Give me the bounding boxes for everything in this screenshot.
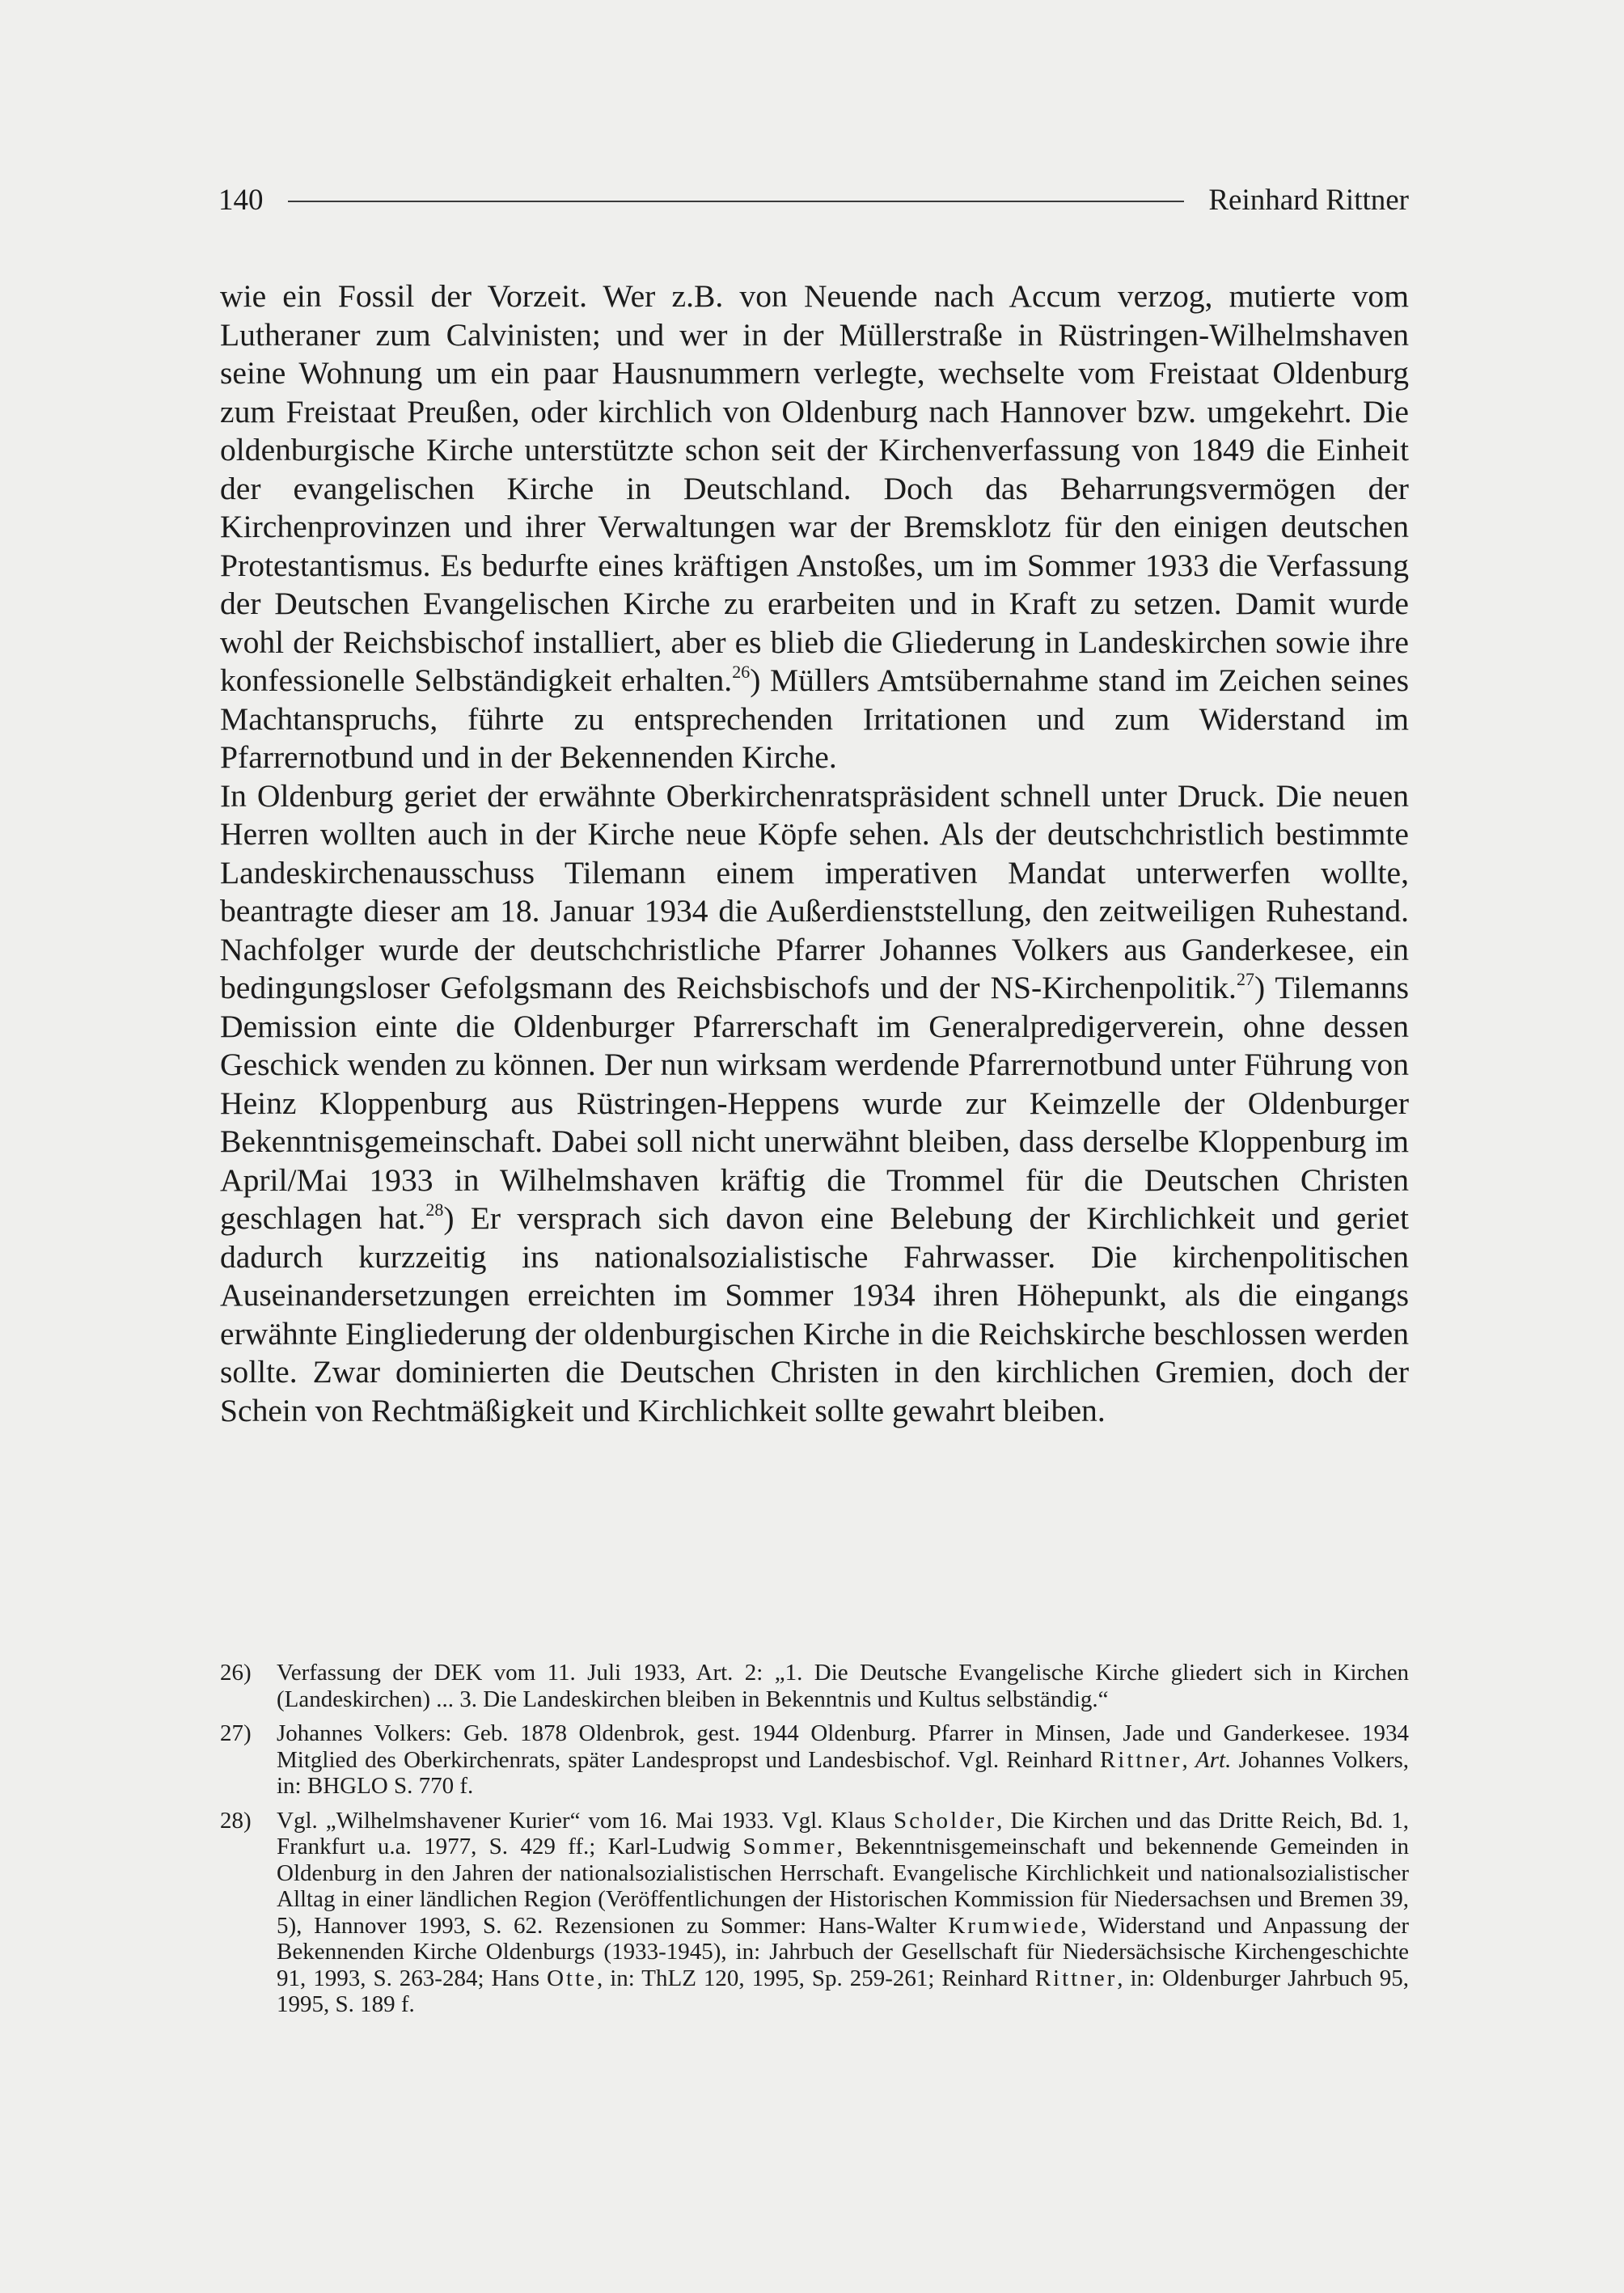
footnote-text-part: ,	[1182, 1746, 1196, 1773]
paragraph-2-text-a: In Oldenburg geriet der erwähnte Oberkirchenratspräsident schnell unter Druck. Die neuen Herren wollten auch in der Kirche neue Köpfe sehen. Als der deutschchristlich bestimmte Landeskirchenausschuss Tilemann einem imperativen Mandat unterwerfen wollte, beantragte dieser am 18. Januar 1934 die Außerdienststellung, den zeitweiligen Ruhestand. Nachfolger wurde der deutschchristliche Pfarrer Johannes Volkers aus Ganderkesee, ein bedingungsloser Gefolgsmann des Reichsbischofs und der NS-Kirchenpolitik.	[220, 777, 1409, 1005]
running-head	[218, 180, 1409, 220]
spaced-author-name: Rittner	[1099, 1746, 1182, 1773]
footnote-text-part: Johannes Volkers, in: BHGLO S. 770 f.	[277, 1746, 1409, 1799]
footnote-number: 28)	[220, 1807, 252, 1834]
paragraph-1-text-a: wie ein Fossil der Vorzeit. Wer z.B. von Neuende nach Accum verzog, mutierte vom Lutheraner zum Calvinisten; und wer in der Müllerstraße in Rüstringen-Wilhelmshaven seine Wohnung um ein paar Hausnummern verlegte, wechselte vom Freistaat Oldenburg zum Freistaat Preußen, oder kirchlich von Oldenburg nach Hannover bzw. umgekehrt. Die oldenburgische Kirche unterstützte schon seit der Kirchenverfassung von 1849 die Einheit der evangelischen Kirche in Deutschland. Doch das Beharrungsvermögen der Kirchenprovinzen und ihrer Verwaltungen war der Bremsklotz für den einigen deutschen Protestantismus. Es bedurfte eines kräftigen Anstoßes, um im Sommer 1933 die Verfassung der Deutschen Evangelischen Kirche zu erarbeiten und in Kraft zu setzen. Damit wurde wohl der Reichsbischof installiert, aber es blieb die Gliederung in Landeskirchen sowie ihre konfessionelle Selbständigkeit erhalten.	[220, 278, 1409, 698]
footnote-text-part: , Die Kirchen und das Dritte Reich, Bd. 1, Frankfurt u.a. 1977, S. 429 ff.; Karl-Ludwig	[277, 1807, 1409, 1859]
footnote-text-part: , Bekenntnisgemeinschaft und bekennende Gemeinden in Oldenburg in den Jahren der nationalsozialistischen Herrschaft. Evangelische Kirchlichkeit und nationalsozialistischer Alltag in einer ländlichen Region (Veröffentlichungen der Historischen Kommission für Niedersachsen und Bremen 39, 5), Hannover 1993, S. 62. Rezensionen zu Sommer: Hans-Walter	[277, 1834, 1409, 1939]
italic-abbrev: Art.	[1195, 1746, 1232, 1773]
paragraph-1	[220, 277, 1409, 777]
footnote-text-part: , in: ThLZ 120, 1995, Sp. 259-261; Reinhard	[597, 1965, 1035, 1991]
paragraph-2	[220, 777, 1409, 1431]
paragraph-2-text-b: ) Tilemanns Demission einte die Oldenburger Pfarrerschaft im Generalpredigerverein, ohne dessen Geschick wenden zu können. Der nun wirksam werdende Pfarrernotbund unter Führung von Heinz Kloppenburg aus Rüstringen-Heppens wurde zur Keimzelle der Oldenburger Bekenntnisgemeinschaft. Dabei soll nicht unerwähnt bleiben, dass derselbe Kloppenburg im April/Mai 1933 in Wilhelmshaven kräftig die Trommel für die Deutschen Christen geschlagen hat.	[220, 970, 1409, 1236]
footnote-27	[220, 1720, 1409, 1800]
running-head-author: Reinhard Rittner	[1208, 183, 1409, 217]
footnote-text: Verfassung der DEK vom 11. Juli 1933, Art. 2: „1. Die Deutsche Evangelische Kirche gliedert sich in Kirchen (Landeskirchen) ... 3. Die Landeskirchen bleiben in Bekenntnis und Kultus selbständig.“	[277, 1660, 1409, 1712]
footnote-number: 26)	[220, 1660, 252, 1686]
footnote-ref-28: 28	[425, 1199, 444, 1220]
spaced-author-name: Krumwiede	[948, 1912, 1081, 1939]
footnote-text-part: , Widerstand und Anpassung der Bekennenden Kirche Oldenburgs (1933-1945), in: Jahrbuch der Gesellschaft für Niedersächsische Kirchengeschichte 91, 1993, S. 263-284; Hans	[277, 1912, 1409, 1991]
spaced-author-name: Scholder	[894, 1807, 997, 1834]
footnote-text-part: Johannes Volkers: Geb. 1878 Oldenbrok, gest. 1944 Oldenburg. Pfarrer in Minsen, Jade und Ganderkesee. 1934 Mitglied des Oberkirchenrats, später Landespropst und Landesbischof. Vgl. Reinhard	[277, 1720, 1409, 1773]
footnote-ref-27: 27	[1236, 968, 1254, 989]
footnotes	[220, 1660, 1409, 2026]
footnote-ref-26: 26	[732, 661, 751, 682]
main-text	[220, 277, 1409, 1430]
footnote-text	[277, 1720, 1409, 1800]
footnote-28	[220, 1808, 1409, 2018]
paragraph-1-text-b: ) Müllers Amtsübernahme stand im Zeichen seines Machtanspruchs, führte zu entsprechenden Irritationen und zum Widerstand im Pfarrernotbund und in der Bekennenden Kirche.	[220, 662, 1409, 775]
footnote-text-part: , in: Oldenburger Jahrbuch 95, 1995, S. 189 f.	[277, 1965, 1409, 2017]
spaced-author-name: Rittner	[1034, 1965, 1118, 1991]
page-number: 140	[218, 183, 264, 217]
header-rule	[288, 201, 1185, 202]
footnote-text-part: Vgl. „Wilhelmshavener Kurier“ vom 16. Mai 1933. Vgl. Klaus	[277, 1807, 894, 1834]
footnote-text	[277, 1808, 1409, 2018]
footnote-number: 27)	[220, 1720, 252, 1746]
spaced-author-name: Otte	[547, 1965, 598, 1991]
footnote-26	[220, 1660, 1409, 1712]
spaced-author-name: Sommer	[742, 1834, 837, 1859]
paragraph-2-text-c: ) Er versprach sich davon eine Belebung der Kirchlichkeit und geriet dadurch kurzzeitig ins nationalsozialistische Fahrwasser. Die kirchenpolitischen Auseinandersetzungen erreichten im Sommer 1934 ihren Höhepunkt, als die eingangs erwähnte Eingliederung der oldenburgischen Kirche in die Reichskirche beschlossen werden sollte. Zwar dominierten die Deutschen Christen in den kirchlichen Gremien, doch der Schein von Rechtmäßigkeit und Kirchlichkeit sollte gewahrt bleiben.	[220, 1200, 1409, 1428]
